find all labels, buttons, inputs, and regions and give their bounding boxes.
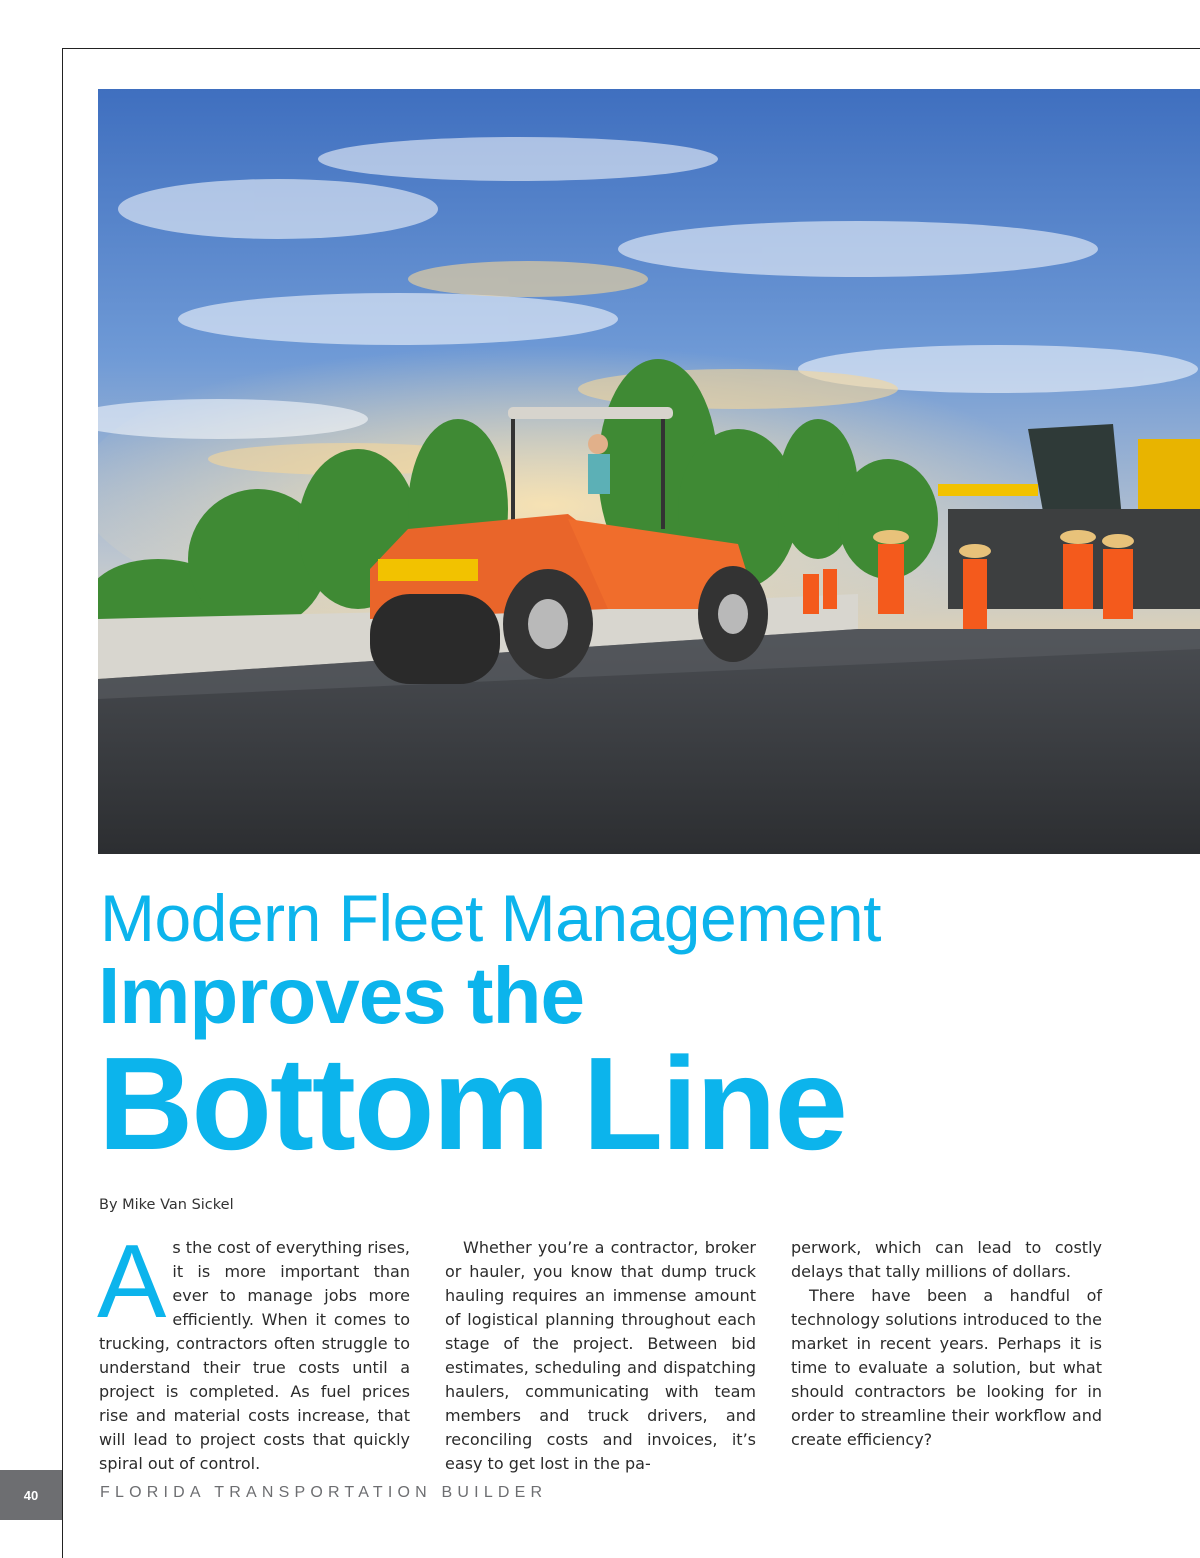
frame-top-rule [62,48,1200,49]
frame-left-rule [62,48,63,1558]
drop-cap: A [97,1224,167,1340]
page-number: 40 [0,1470,62,1520]
hero-photo [98,89,1200,854]
headline-line-2: Improves the [98,951,584,1040]
column-3-paragraph-2: There have been a handful of technology solutions introduced to the market in recent years. Perhaps it is time to evaluate a solution, but what should contractors be looking for in order to streamline their workflow and create efficiency? [791,1286,1102,1449]
byline: By Mike Van Sickel [99,1197,234,1213]
article-column-3 [791,1236,1102,1452]
headline-line-1: Modern Fleet Management [100,881,881,955]
column-3-paragraph-1: perwork, which can lead to costly delays that tally millions of dollars. [791,1238,1102,1281]
article-column-1 [97,1224,410,1476]
column-1-paragraph: s the cost of everything rises, it is more important than ever to manage jobs more efficiently. When it comes to trucking, contractors often struggle to understand their true costs until a project is completed. As fuel prices rise and material costs increase, that will lead to project costs that quickly spiral out of control. [99,1238,410,1473]
article-column-2 [445,1236,756,1476]
publication-title: FLORIDA TRANSPORTATION BUILDER [100,1484,548,1501]
headline-line-3: Bottom Line [98,1030,846,1177]
column-2-paragraph: Whether you’re a contractor, broker or hauler, you know that dump truck hauling requires an immense amount of logistical planning throughout each stage of the project. Between bid estimates, scheduling and dispatching haulers, communicating with team members and truck drivers, and reconciling costs and invoices, it’s easy to get lost in the pa- [445,1238,756,1473]
